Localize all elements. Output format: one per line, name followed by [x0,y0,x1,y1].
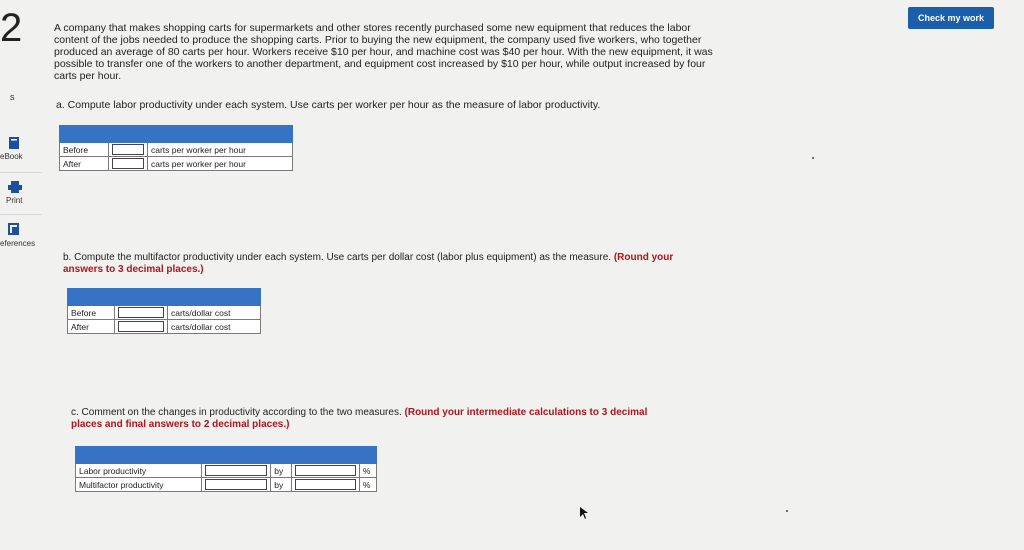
row-label: Labor productivity [76,464,202,478]
row-label: After [60,157,109,171]
table-row [68,320,261,334]
unit-label: carts per worker per hour [148,157,293,171]
by-label: by [271,464,292,478]
mouse-cursor-icon [580,506,588,524]
sidebar-fragment: s [10,92,15,102]
multifactor-after-input[interactable] [118,321,164,332]
unit-label: carts per worker per hour [148,143,293,157]
sidebar-divider [0,214,42,215]
rounding-note: (Round your intermediate calculations to 3 decimal places and final answers to 2 decimal places.) [71,407,648,430]
check-my-work-button[interactable]: Check my work [908,7,994,29]
table-row [76,478,377,492]
part-c-table [75,446,377,492]
references-icon [8,222,20,240]
table-header [76,447,377,464]
part-b-text: b. Compute the multifactor productivity under each system. Use carts per dollar cost (labor plus equipment) as the measure. [63,252,612,263]
row-label: Before [68,306,115,320]
labor-change-direction-input[interactable] [205,465,267,476]
by-label: by [271,478,292,492]
question-number: 2 [0,6,23,50]
screen-speck [812,157,814,159]
part-a-prompt: a. Compute labor productivity under each system. Use carts per worker per hour as the measure of labor productivity. [56,99,601,111]
table-row [76,464,377,478]
row-label: Multifactor productivity [76,478,202,492]
sidebar-item-label: eferences [0,239,36,248]
table-row [60,143,293,157]
rounding-note: (Round your answers to 3 decimal places.) [63,252,674,275]
part-c-prompt [71,407,681,430]
multifactor-change-direction-input[interactable] [205,479,267,490]
table-header [60,126,293,143]
part-c-text: c. Comment on the changes in productivity according to the two measures. [71,407,402,418]
table-row [68,306,261,320]
labor-productivity-before-input[interactable] [112,144,144,155]
row-label: Before [60,143,109,157]
sidebar-item-label: Print [6,196,23,205]
table-row [60,157,293,171]
part-a-table [59,125,293,171]
percent-label: % [359,464,376,478]
sidebar-divider [0,172,42,173]
unit-label: carts/dollar cost [168,306,261,320]
multifactor-change-percent-input[interactable] [295,479,355,490]
percent-label: % [359,478,376,492]
part-b-prompt [63,252,703,275]
unit-label: carts/dollar cost [168,320,261,334]
part-b-table [67,288,261,334]
row-label: After [68,320,115,334]
screen-speck [786,510,788,512]
multifactor-before-input[interactable] [118,307,164,318]
labor-productivity-after-input[interactable] [112,158,144,169]
table-header [68,289,261,306]
sidebar-item-label: eBook [0,152,23,161]
problem-statement: A company that makes shopping carts for supermarkets and other stores recently purchased some new equipment that reduces the labor content of the jobs needed to produce the shopping carts. Prior to buying the new equipment, the company used five workers, who together produced an average of 80 carts per hour. Workers receive $10 per hour, and machine cost was $40 per hour. With the new equipment, it was possible to transfer one of the workers to another department, and equipment cost increased by $10 per hour, while output increased by four carts per hour. [54,22,713,82]
labor-change-percent-input[interactable] [295,465,355,476]
